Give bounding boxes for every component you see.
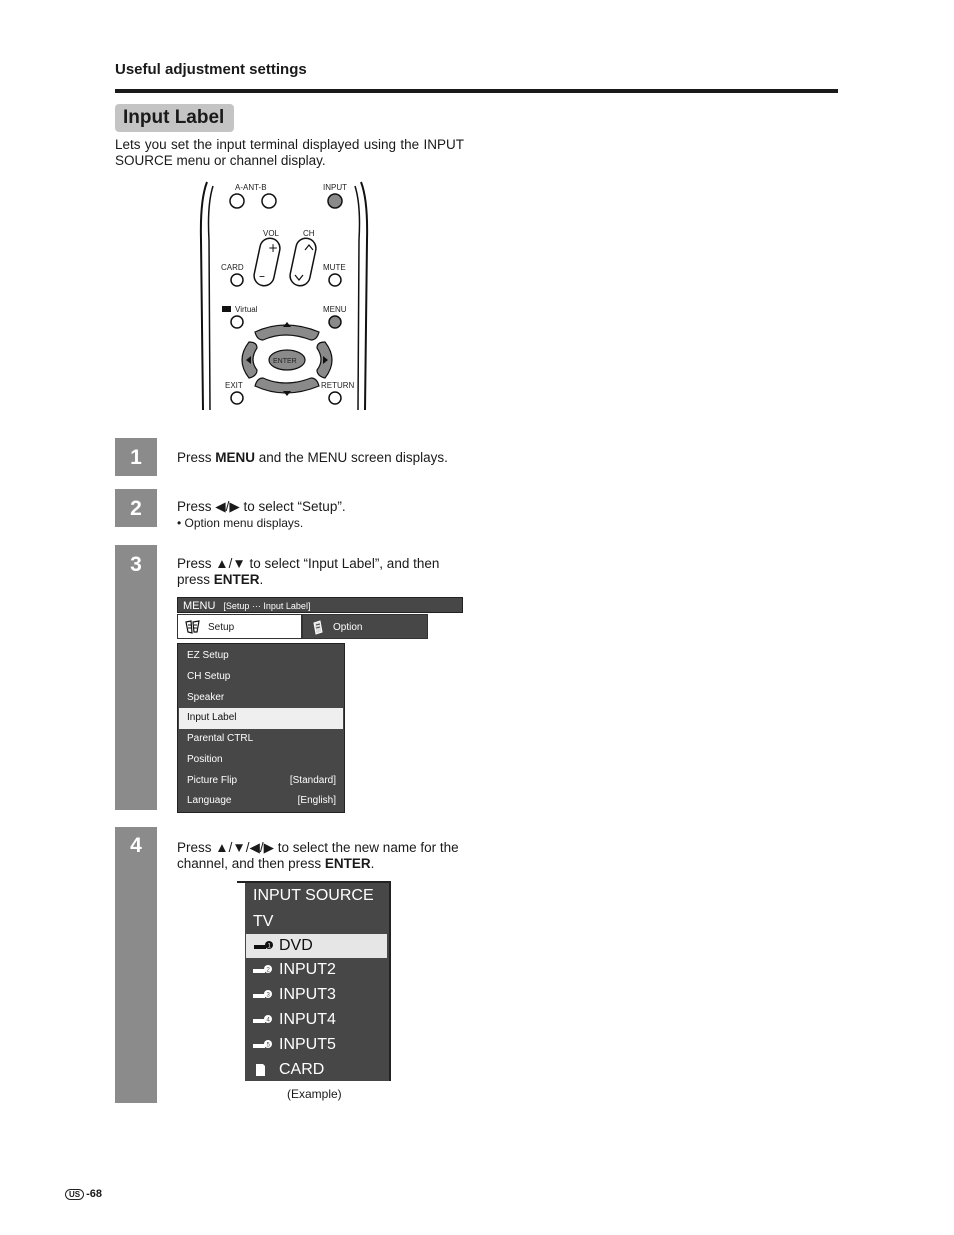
menu-button[interactable] xyxy=(329,316,341,328)
input-item-card[interactable]: CARD xyxy=(245,1058,389,1082)
label-return: RETURN xyxy=(321,381,355,390)
svg-text:+: + xyxy=(268,241,279,255)
setup-icon xyxy=(185,620,201,634)
step-3-number: 3 xyxy=(130,553,142,576)
menu-item-position[interactable]: Position xyxy=(187,753,223,765)
input-source-menu xyxy=(237,881,391,1089)
return-button[interactable] xyxy=(329,392,341,404)
dolby-icon xyxy=(222,306,231,312)
label-input: INPUT xyxy=(323,183,347,192)
menu-list xyxy=(177,643,345,813)
menu-item-ch-setup[interactable]: CH Setup xyxy=(187,670,231,682)
menu-tabs xyxy=(177,614,428,639)
menu-item-picture-flip[interactable]: Picture Flip [Standard] xyxy=(178,771,344,792)
picture-flip-value: [Standard] xyxy=(289,774,336,786)
exit-button[interactable] xyxy=(231,392,243,404)
option-icon xyxy=(312,620,324,635)
menu-item-input-label[interactable]: Input Label xyxy=(179,708,343,729)
input-item-input5[interactable]: 5 INPUT5 xyxy=(245,1033,389,1057)
menu-item-parental-ctrl[interactable]: Parental CTRL xyxy=(187,733,254,744)
input-2-icon xyxy=(253,964,273,976)
label-menu: MENU xyxy=(323,305,347,314)
input-source-title: INPUT SOURCE xyxy=(253,887,374,904)
card-icon xyxy=(253,1063,273,1077)
menu-screen xyxy=(177,597,463,807)
card-button[interactable] xyxy=(231,274,243,286)
label-ch: CH xyxy=(303,229,315,238)
menu-title-bar xyxy=(177,597,463,613)
label-card: CARD xyxy=(221,263,244,272)
step-2-text: Press ◀/▶ to select “Setup”. xyxy=(177,499,346,514)
remote-control-illustration xyxy=(195,180,375,412)
up-arrow-button xyxy=(255,325,319,340)
step-4-text: Press ▲/▼/◀/▶ to select the new name for the channel, and then press ENTER. xyxy=(177,840,459,871)
input-3-icon xyxy=(253,989,273,1001)
b-button[interactable] xyxy=(262,194,276,208)
step-1-number: 1 xyxy=(130,446,142,469)
header-rule xyxy=(115,89,838,93)
svg-text:5: 5 xyxy=(266,1042,270,1049)
svg-text:2: 2 xyxy=(266,967,270,974)
menu-breadcrumb: [Setup ··· Input Label] xyxy=(223,601,311,611)
down-arrow-button xyxy=(255,378,319,393)
svg-text:1: 1 xyxy=(267,943,271,950)
step-4-bar xyxy=(115,827,157,1103)
input-5-icon xyxy=(253,1039,273,1051)
svg-text:4: 4 xyxy=(266,1017,270,1024)
step-2-number: 2 xyxy=(130,497,142,520)
input-item-input2[interactable]: 2 INPUT2 xyxy=(245,958,389,982)
us-badge: US xyxy=(65,1189,84,1200)
ch-rocker[interactable] xyxy=(288,236,318,287)
example-caption: (Example) xyxy=(287,1087,342,1101)
svg-text:3: 3 xyxy=(266,992,270,999)
label-mute: MUTE xyxy=(323,263,346,272)
menu-item-speaker[interactable]: Speaker xyxy=(187,691,225,703)
label-enter: ENTER xyxy=(273,358,297,365)
input-item-input3[interactable]: 3 INPUT3 xyxy=(245,983,389,1007)
input-item-input4[interactable]: 4 INPUT4 xyxy=(245,1008,389,1032)
step-4-number: 4 xyxy=(130,834,142,857)
step-1-text: Press MENU and the MENU screen displays. xyxy=(177,450,448,465)
input-button[interactable] xyxy=(328,194,342,208)
page-number: US -68 xyxy=(65,1188,102,1200)
input-1-icon xyxy=(254,940,274,952)
input-item-tv[interactable]: TV xyxy=(253,913,274,930)
menu-title: MENU xyxy=(183,600,216,612)
label-a-ant-b: A-ANT-B xyxy=(235,183,267,192)
step-3-bar xyxy=(115,545,157,810)
tab-setup-label: Setup xyxy=(208,622,235,633)
tab-setup[interactable] xyxy=(177,614,302,639)
tab-option-label: Option xyxy=(333,622,363,633)
input-4-icon xyxy=(253,1014,273,1026)
label-virtual: Virtual xyxy=(235,305,258,314)
step-2-note: • Option menu displays. xyxy=(177,516,304,530)
step-3-text: Press ▲/▼ to select “Input Label”, and then press ENTER. xyxy=(177,556,440,587)
virtual-button[interactable] xyxy=(231,316,243,328)
intro-text: Lets you set the input terminal displayed using the INPUT SOURCE menu or channel display. xyxy=(115,137,464,168)
svg-text:–: – xyxy=(259,269,265,283)
input-source-panel xyxy=(245,881,391,1081)
input-item-dvd[interactable]: 1 DVD xyxy=(246,934,387,958)
page-title: Input Label xyxy=(115,104,234,132)
mute-button[interactable] xyxy=(329,274,341,286)
a-button[interactable] xyxy=(230,194,244,208)
tab-option[interactable] xyxy=(302,614,428,639)
menu-item-ez-setup[interactable]: EZ Setup xyxy=(187,650,229,661)
label-exit: EXIT xyxy=(225,381,243,390)
label-vol: VOL xyxy=(263,229,280,238)
menu-item-language[interactable]: Language [English] xyxy=(178,791,344,812)
language-value: [English] xyxy=(297,795,336,807)
section-header: Useful adjustment settings xyxy=(115,61,307,78)
